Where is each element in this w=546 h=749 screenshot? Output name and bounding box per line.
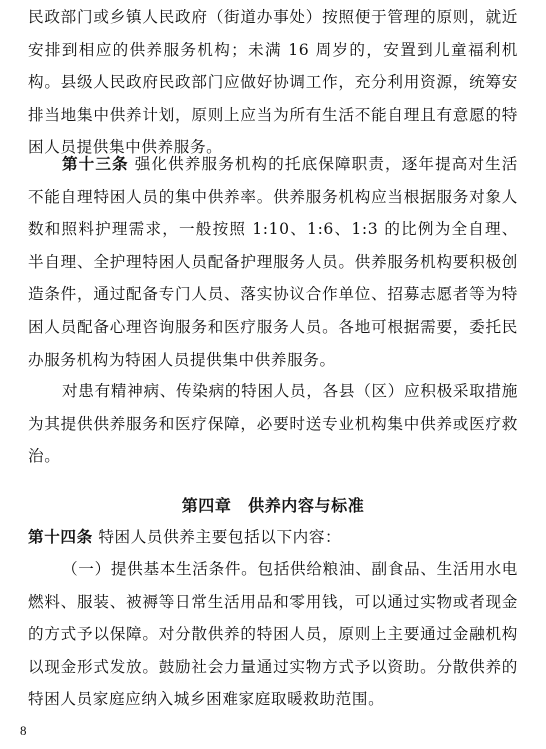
paragraph-placement-continued: 民政部门或乡镇人民政府（街道办事处）按照便于管理的原则，就近安排到相应的供养服务机构；未满 16 周岁的，安置到儿童福利机构。县级人民政府民政部门应做好协调工作，充分利用资源，统筹安排当地集中供养计划，原则上应当为所有生活不能自理且有意愿的特困人员提供集中供养服务。: [28, 8, 518, 157]
article-13-label: 第十三条: [62, 155, 129, 173]
page-number: 8: [20, 723, 27, 738]
article-14-label: 第十四条: [28, 528, 93, 546]
paragraph-special-patients: 对患有精神病、传染病的特困人员，各县（区）应积极采取措施为其提供供养服务和医疗保障，必要时送专业机构集中供养或医疗救治。: [28, 382, 518, 466]
item-1-paragraph: （一）提供基本生活条件。包括供给粮油、副食品、生活用水电燃料、服装、被褥等日常生活用品和零用钱，可以通过实物或者现金的方式予以保障。对分散供养的特困人员，原则上主要通过金融机构以现金形式发放。鼓励社会力量通过实物方式予以资助。分散供养的特困人员家庭应纳入城乡困难家庭取暖救助范围。: [28, 560, 518, 709]
article-13-text: 强化供养服务机构的托底保障职责，逐年提高对生活不能自理特困人员的集中供养率。供养服务机构应当根据服务对象人数和照料护理需求，一般按照 1:10、1:6、1:3 的比例为全自理、半自理、全护理特困人员配备护理服务人员。供养服务机构要积极创造条件，通过配备专门人员、落实协议合作单位、招募志愿者等为特困人员配备心理咨询服务和医疗服务人员。各地可根据需要，委托民办服务机构为特困人员提供集中供养服务。: [28, 155, 518, 369]
article-13-paragraph: [28, 148, 518, 376]
article-14-paragraph: [28, 521, 518, 554]
article-14-text: 特困人员供养主要包括以下内容：: [92, 528, 342, 546]
chapter-4-heading: 第四章 供养内容与标准: [181, 496, 365, 515]
